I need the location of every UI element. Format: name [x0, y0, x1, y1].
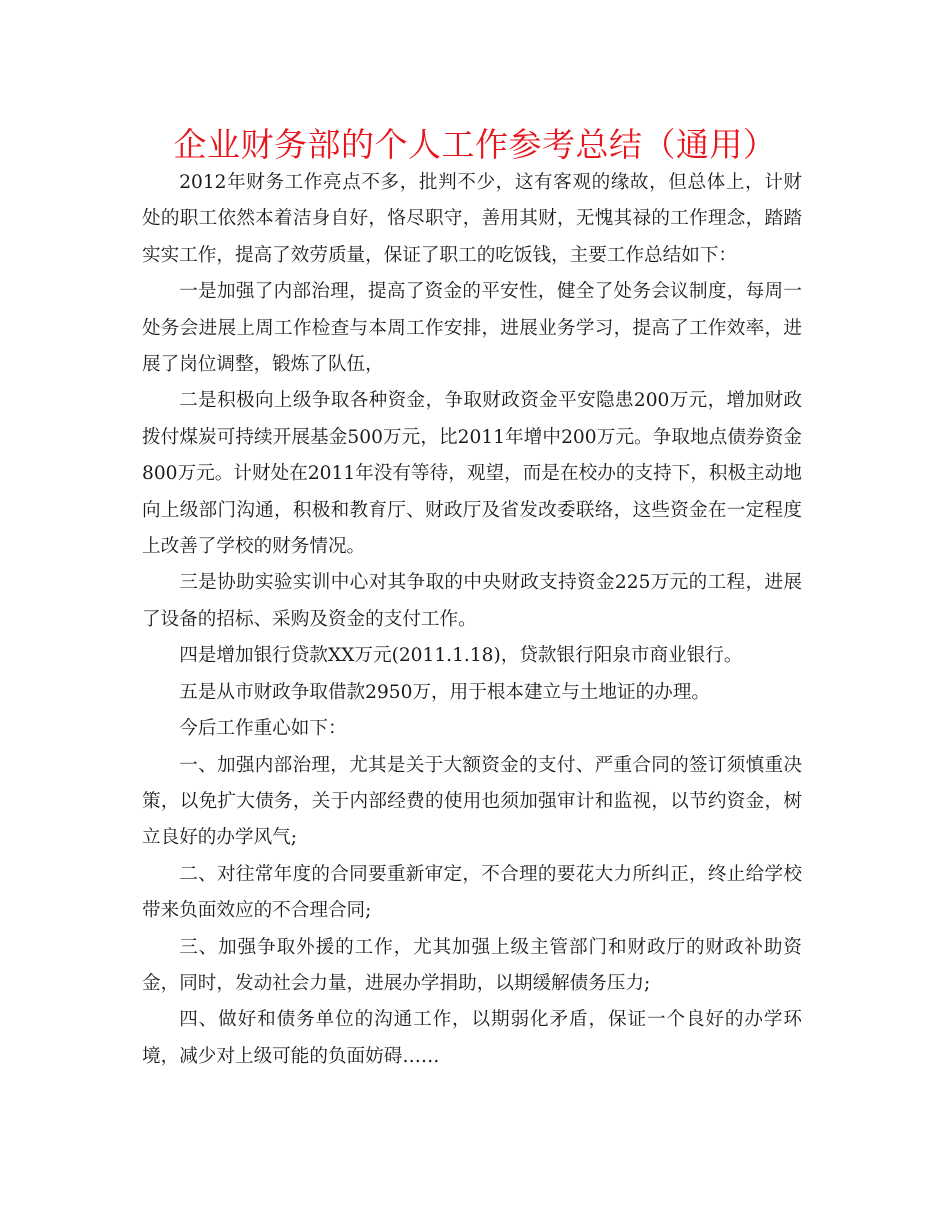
paragraph-item-1: 一是加强了内部治理，提高了资金的平安性，健全了处务会议制度，每周一处务会进展上周工作检查与本周工作安排，进展业务学习，提高了工作效率，进展了岗位调整，锻炼了队伍， [142, 281, 802, 376]
paragraph-item-2: 二是积极向上级争取各种资金，争取财政资金平安隐患200万元，增加财政拨付煤炭可持续开展基金500万元，比2011年增中200万元。争取地点债券资金800万元。计财处在2011年没有等待，观望，而是在校办的支持下，积极主动地向上级部门沟通，积极和教育厅、财政厅及省发改委联络，这些资金在一定程度上改善了学校的财务情况。 [142, 390, 802, 558]
paragraph-future-3: 三、加强争取外援的工作，尤其加强上级主管部门和财政厅的财政补助资金，同时，发动社会力量，进展办学捐助，以期缓解债务压力; [142, 936, 802, 994]
document-title: 企业财务部的个人工作参考总结（通用） [173, 125, 777, 164]
paragraph-item-4: 四是增加银行贷款XX万元(2011.1.18)，贷款银行阳泉市商业银行。 [179, 645, 743, 667]
paragraph-item-3: 三是协助实验实训中心对其争取的中央财政支持资金225万元的工程，进展了设备的招标、采购及资金的支付工作。 [142, 572, 802, 630]
paragraph-item-5: 五是从市财政争取借款2950万，用于根本建立与土地证的办理。 [179, 681, 710, 703]
paragraph-future-1: 一、加强内部治理，尤其是关于大额资金的支付、严重合同的签订须慎重决策，以免扩大债务，关于内部经费的使用也须加强审计和监视，以节约资金，树立良好的办学风气; [142, 754, 802, 849]
paragraph-future-4: 四、做好和债务单位的沟通工作，以期弱化矛盾，保证一个良好的办学环境，减少对上级可能的负面妨碍…… [142, 1009, 802, 1067]
paragraph-future-heading: 今后工作重心如下： [179, 718, 347, 740]
paragraph-future-2: 二、对往常年度的合同要重新审定，不合理的要花大力所纠正，终止给学校带来负面效应的不合理合同; [142, 863, 802, 922]
paragraph-intro: 2012年财务工作亮点不多，批判不少，这有客观的缘故，但总体上，计财处的职工依然本着洁身自好，恪尽职守，善用其财，无愧其禄的工作理念，踏踏实实工作，提高了效劳质量，保证了职工的吃饭钱，主要工作总结如下： [142, 172, 802, 266]
document-body [142, 165, 802, 1075]
